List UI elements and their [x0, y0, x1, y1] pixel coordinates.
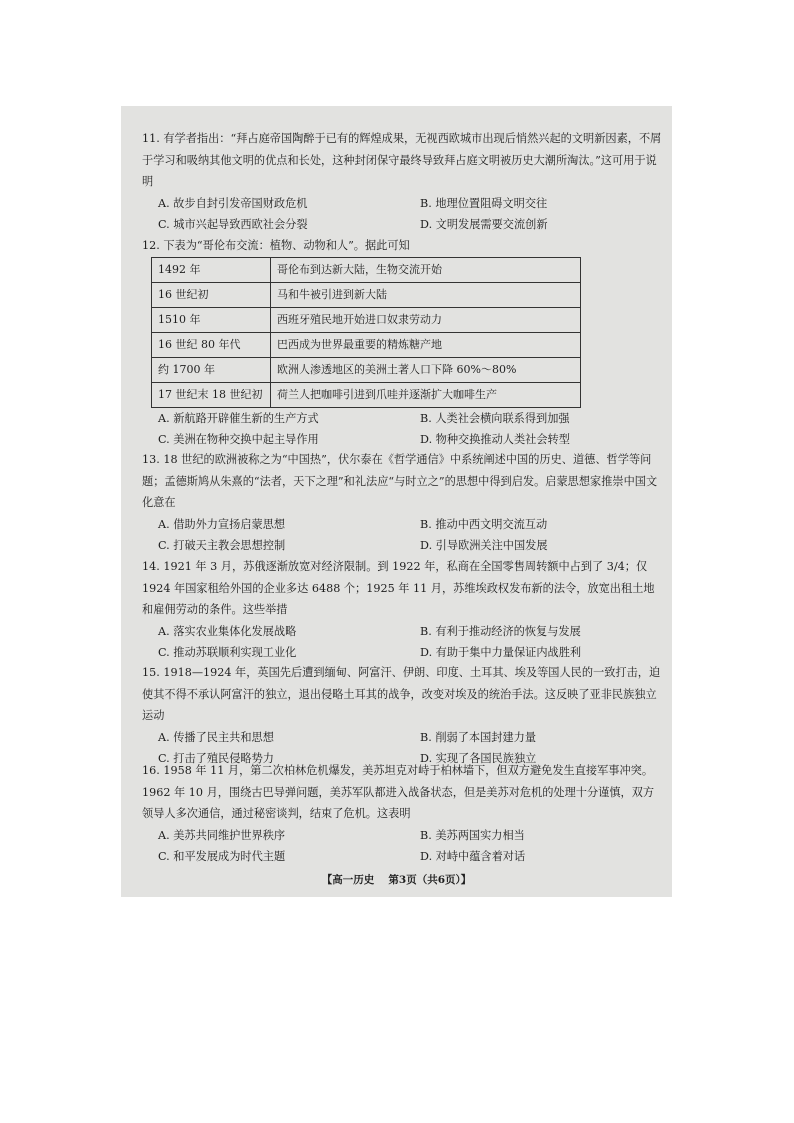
table-cell: 马和牛被引进到新大陆 [271, 282, 581, 307]
option-a[interactable]: A. 新航路开辟催生新的生产方式 [158, 411, 319, 425]
exam-page [121, 106, 672, 897]
options [142, 193, 662, 236]
option-b[interactable]: B. 削弱了本国封建力量 [420, 730, 537, 744]
question-12 [142, 235, 662, 451]
table-cell: 荷兰人把咖啡引进到爪哇并逐渐扩大咖啡生产 [271, 382, 581, 407]
question-stem: 12. 下表为“哥伦布交流：植物、动物和人”。据此可知 [142, 239, 410, 252]
option-b[interactable]: B. 推动中西文明交流互动 [420, 517, 548, 531]
option-a[interactable]: A. 借助外力宣扬启蒙思想 [158, 517, 286, 531]
question-15 [142, 662, 662, 770]
question-16 [142, 760, 662, 868]
options [142, 514, 662, 557]
question-stem: 16. 1958 年 11 月，第二次柏林危机爆发，美苏坦克对峙于柏林墙下，但双方避免发生直接军事冲突。1962 年 10 月，围绕古巴导弹问题，美苏军队都进入战备状态，但是美苏对危机的处理十分谨慎，双方领导人多次通信，通过秘密谈判，结束了危机。这表明 [142, 764, 655, 820]
option-b[interactable]: B. 有利于推动经济的恢复与发展 [420, 624, 581, 638]
table-cell: 约 1700 年 [152, 357, 271, 382]
option-a[interactable]: A. 美苏共同维护世界秩序 [158, 828, 286, 842]
table-cell: 17 世纪末 18 世纪初 [152, 382, 271, 407]
question-13 [142, 449, 662, 557]
table-row [152, 382, 581, 407]
question-stem: 14. 1921 年 3 月，苏俄逐渐放宽对经济限制。到 1922 年，私商在全国零售周转额中占到了 3/4；仅 1924 年国家租给外国的企业多达 6488 个；1925 年 11 月，苏维埃政权发布新的法令，放宽出租土地和雇佣劳动的条件。这些举措 [142, 560, 655, 616]
question-stem: 15. 1918—1924 年，英国先后遭到缅甸、阿富汗、伊朗、印度、土耳其、埃及等国人民的一致打击，迫使其不得不承认阿富汗的独立，退出侵略土耳其的战争，改变对埃及的统治手法。这反映了亚非民族独立运动 [142, 666, 661, 722]
table-cell: 欧洲人渗透地区的美洲土著人口下降 60%～80% [271, 357, 581, 382]
option-a[interactable]: A. 故步自封引发帝国财政危机 [158, 196, 308, 210]
table-cell: 西班牙殖民地开始进口奴隶劳动力 [271, 307, 581, 332]
question-stem: 11. 有学者指出：“拜占庭帝国陶醉于已有的辉煌成果，无视西欧城市出现后悄然兴起的文明新因素，不屑于学习和吸纳其他文明的优点和长处，这种封闭保守最终导致拜占庭文明被历史大潮所淘汰。”这可用于说明 [142, 132, 662, 188]
table-row [152, 257, 581, 282]
option-c[interactable]: C. 城市兴起导致西欧社会分裂 [158, 218, 308, 231]
question-14 [142, 556, 662, 664]
option-d[interactable]: D. 引导欧洲关注中国发展 [420, 539, 548, 552]
option-b[interactable]: B. 人类社会横向联系得到加强 [420, 411, 570, 425]
option-b[interactable]: B. 美苏两国实力相当 [420, 828, 525, 842]
table-cell: 1510 年 [152, 307, 271, 332]
option-b[interactable]: B. 地理位置阻碍文明交往 [420, 196, 548, 210]
table-row [152, 307, 581, 332]
table-row [152, 357, 581, 382]
table-cell: 16 世纪初 [152, 282, 271, 307]
option-d[interactable]: D. 对峙中蕴含着对话 [420, 850, 526, 863]
question-11 [142, 128, 662, 236]
option-c[interactable]: C. 美洲在物种交换中起主导作用 [158, 433, 319, 446]
columbian-exchange-table [151, 257, 581, 408]
table-cell: 16 世纪 80 年代 [152, 332, 271, 357]
option-c[interactable]: C. 和平发展成为时代主题 [158, 850, 286, 863]
option-c[interactable]: C. 打破天主教会思想控制 [158, 539, 286, 552]
table-row [152, 282, 581, 307]
table-row [152, 332, 581, 357]
table-cell: 巴西成为世界最重要的精炼糖产地 [271, 332, 581, 357]
page-footer: 【高一历史 第3页（共6页）】 [321, 874, 472, 886]
option-a[interactable]: A. 落实农业集体化发展战略 [158, 624, 297, 638]
options [142, 825, 662, 868]
table-cell: 1492 年 [152, 257, 271, 282]
options [142, 408, 662, 451]
table-cell: 哥伦布到达新大陆，生物交流开始 [271, 257, 581, 282]
option-c[interactable]: C. 推动苏联顺利实现工业化 [158, 646, 297, 659]
option-d[interactable]: D. 文明发展需要交流创新 [420, 218, 548, 231]
options [142, 621, 662, 664]
question-stem: 13. 18 世纪的欧洲被称之为“中国热”，伏尔泰在《哲学通信》中系统阐述中国的历史、道德、哲学等问题；孟德斯鸠从朱熹的“法者，天下之理”和礼法应“与时立之”的思想中得到启发。启蒙思想家推崇中国文化意在 [142, 453, 658, 509]
option-d[interactable]: D. 实现了各国民族独立 [420, 752, 537, 765]
option-c[interactable]: C. 打击了殖民侵略势力 [158, 752, 274, 765]
option-a[interactable]: A. 传播了民主共和思想 [158, 730, 274, 744]
option-d[interactable]: D. 有助于集中力量保证内战胜利 [420, 646, 582, 659]
option-d[interactable]: D. 物种交换推动人类社会转型 [420, 433, 570, 446]
